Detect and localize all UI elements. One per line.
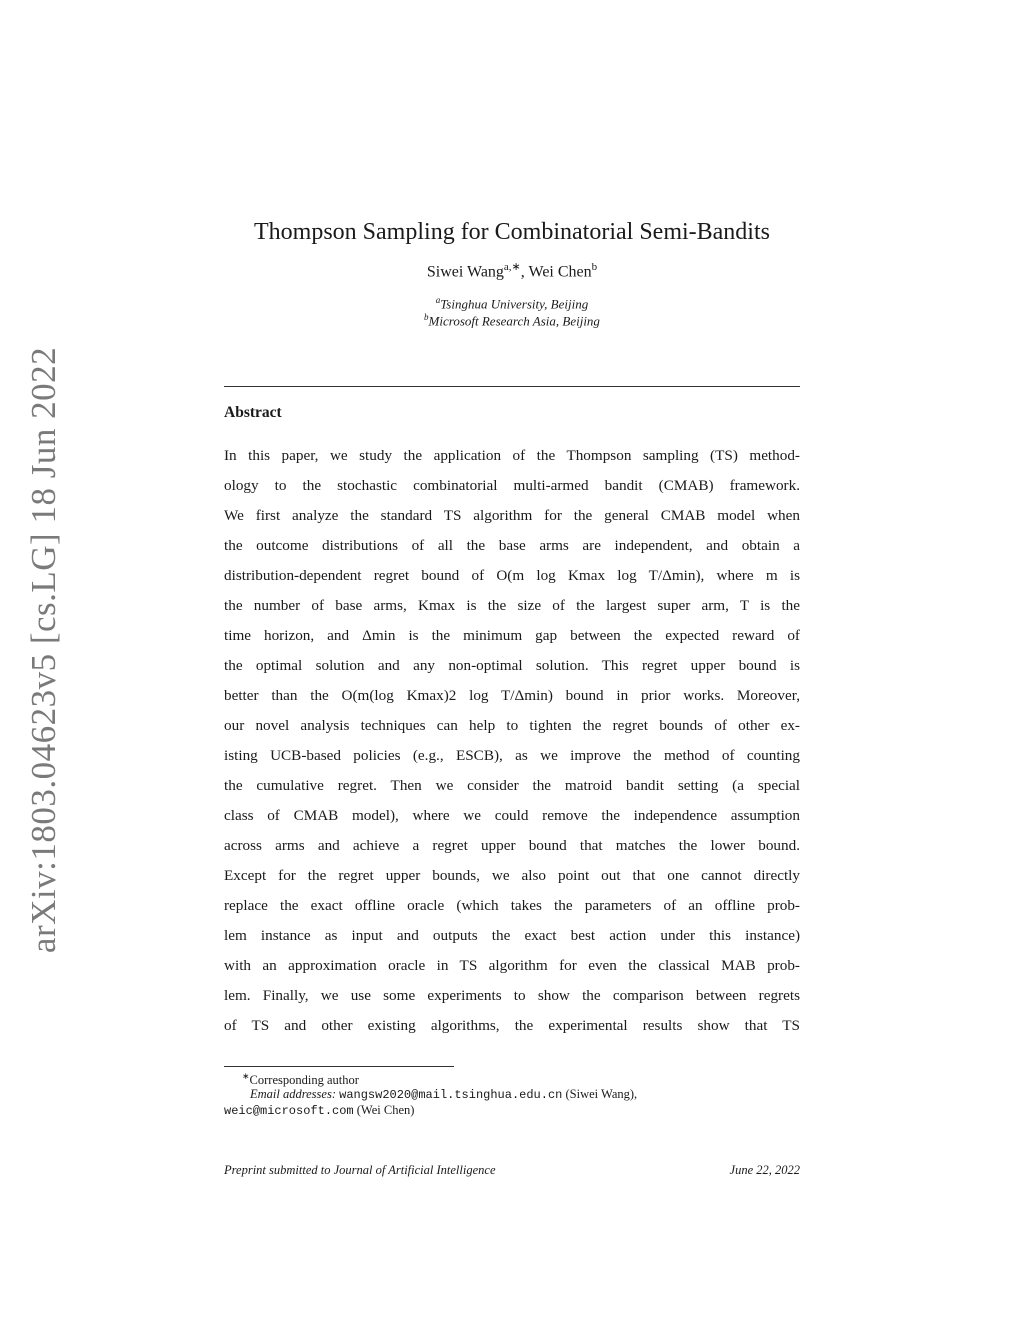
abstract-line: lem. Finally, we use some experiments to show the comparison between regrets: [224, 987, 800, 1004]
author-superscript: a,∗: [503, 261, 521, 273]
email-owner: (Wei Chen): [353, 1103, 415, 1117]
email-address-link[interactable]: wangsw2020@mail.tsinghua.edu.cn: [339, 1088, 563, 1102]
abstract-line: Except for the regret upper bounds, we also point out that one cannot directly: [224, 867, 800, 884]
abstract-line: the number of base arms, Kmax is the size of the largest super arm, T is the: [224, 597, 800, 614]
author-name: Siwei Wang: [426, 263, 504, 281]
abstract-line: time horizon, and Δmin is the minimum gap between the expected reward of: [224, 627, 800, 644]
author-list: [0, 260, 1024, 281]
abstract-line: distribution-dependent regret bound of O(m log Kmax log T/Δmin), where m is: [224, 567, 800, 584]
footnote-text: Corresponding author: [249, 1073, 359, 1088]
abstract-line: ology to the stochastic combinatorial multi-armed bandit (CMAB) framework.: [224, 477, 800, 494]
affiliation-text: Microsoft Research Asia, Beijing: [428, 313, 600, 329]
abstract-line: better than the O(m(log Kmax)2 log T/Δmin) bound in prior works. Moreover,: [224, 687, 800, 704]
arxiv-side-stamp: arXiv:1803.04623v5 [cs.LG] 18 Jun 2022: [24, 346, 63, 954]
abstract-line: the optimal solution and any non-optimal solution. This regret upper bound is: [224, 657, 800, 674]
preprint-date: June 22, 2022: [729, 1163, 800, 1177]
abstract-line: replace the exact offline oracle (which takes the parameters of an offline prob-: [224, 897, 800, 914]
affiliation-marker: a: [435, 295, 441, 305]
email-address-link[interactable]: weic@microsoft.com: [224, 1104, 354, 1118]
abstract-line: We first analyze the standard TS algorithm for the general CMAB model when: [224, 507, 800, 524]
email-owner: (Siwei Wang),: [562, 1087, 638, 1101]
abstract-line: lem instance as input and outputs the exact best action under this instance): [224, 927, 800, 944]
footnote-email-line: [250, 1087, 637, 1102]
author-superscript: b: [591, 261, 598, 273]
abstract-line: In this paper, we study the application of the Thompson sampling (TS) method-: [224, 447, 800, 464]
abstract-body: [224, 441, 800, 1041]
abstract-line: class of CMAB model), where we could remove the independence assumption: [224, 807, 800, 824]
affiliation-text: Tsinghua University, Beijing: [440, 296, 589, 312]
abstract-line: across arms and achieve a regret upper bound that matches the lower bound.: [224, 837, 800, 854]
author-name: Wei Chen: [528, 263, 592, 281]
abstract-line: of TS and other existing algorithms, the experimental results show that TS: [224, 1017, 800, 1034]
abstract-line: isting UCB-based policies (e.g., ESCB), as we improve the method of counting: [224, 747, 800, 764]
preprint-note: Preprint submitted to Journal of Artificial Intelligence: [224, 1163, 496, 1177]
abstract-line: the cumulative regret. Then we consider the matroid bandit setting (a special: [224, 777, 800, 794]
paper-title: Thompson Sampling for Combinatorial Semi-Bandits: [254, 219, 770, 246]
abstract-line: with an approximation oracle in TS algorithm for even the classical MAB prob-: [224, 957, 800, 974]
footnote-corresponding: [242, 1071, 359, 1088]
footnote-rule: [224, 1066, 454, 1067]
email-label: Email addresses:: [250, 1087, 336, 1101]
footnote-marker: ∗: [242, 1071, 250, 1081]
abstract-top-rule: [224, 386, 800, 387]
abstract-line: our novel analysis techniques can help to tighten the regret bounds of other ex-: [224, 717, 800, 734]
abstract-line: the outcome distributions of all the base arms are independent, and obtain a: [224, 537, 800, 554]
abstract-heading: Abstract: [224, 404, 282, 421]
footnote-email-line: [224, 1103, 414, 1118]
affiliation: [0, 295, 1024, 312]
affiliation: [0, 312, 1024, 329]
affiliation-marker: b: [424, 312, 429, 322]
author-separator: ,: [520, 263, 529, 281]
